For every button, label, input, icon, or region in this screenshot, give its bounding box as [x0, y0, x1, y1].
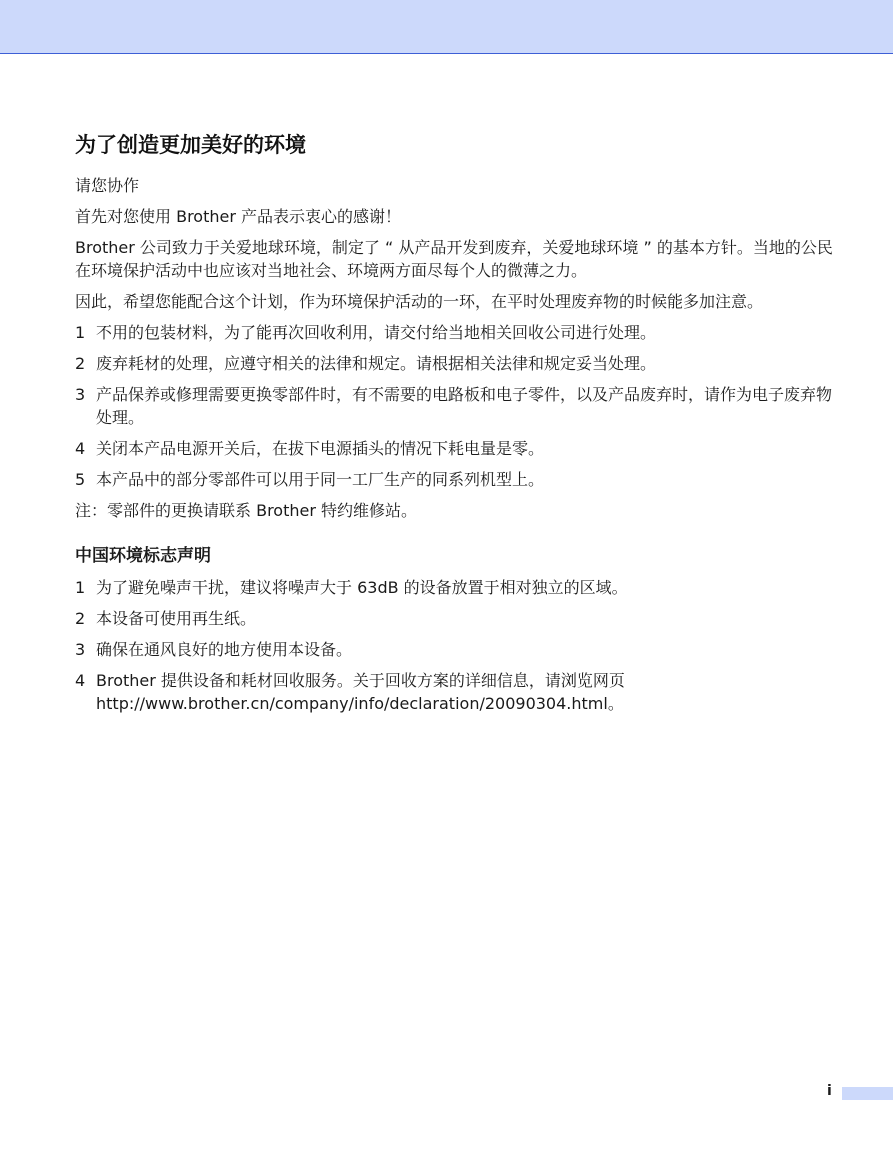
intro-text: 请您协作	[75, 176, 140, 195]
list-item	[75, 352, 845, 375]
request-text: 因此，希望您能配合这个计划，作为环境保护活动的一环，在平时处理废弃物的时候能多加注意。	[75, 292, 764, 311]
list-item-number: 2	[75, 609, 86, 628]
eco-label-section	[75, 544, 845, 715]
list-item-text: 不用的包装材料，为了能再次回收利用，请交付给当地相关回收公司进行处理。	[96, 323, 657, 342]
list-item	[75, 321, 845, 344]
thanks-text: 首先对您使用 Brother 产品表示衷心的感谢！	[75, 207, 402, 226]
list-item-text-group	[96, 669, 845, 715]
list-item	[75, 437, 845, 460]
page-content	[75, 130, 845, 723]
declaration-link[interactable]: http://www.brother.cn/company/info/declaration/20090304.html	[96, 694, 608, 713]
note-text: 注：零部件的更换请联系 Brother 特约维修站。	[75, 501, 418, 520]
list-item-text: 为了避免噪声干扰，建议将噪声大于 63dB 的设备放置于相对独立的区域。	[96, 578, 628, 597]
page-tab-marker	[842, 1087, 893, 1100]
list-item-text: 废弃耗材的处理，应遵守相关的法律和规定。请根据相关法律和规定妥当处理。	[96, 354, 657, 373]
list-item-number: 4	[75, 439, 86, 458]
list-item-number: 1	[75, 578, 86, 597]
list-item-text: 本设备可使用再生纸。	[96, 609, 257, 628]
list-item	[75, 607, 845, 630]
link-suffix: 。	[607, 694, 624, 713]
list-item-text: 确保在通风良好的地方使用本设备。	[96, 640, 353, 659]
list-item-number: 2	[75, 354, 86, 373]
list-item	[75, 576, 845, 599]
header-band	[0, 0, 893, 54]
list-item-number: 5	[75, 470, 86, 489]
list-item	[75, 669, 845, 715]
list-item-text: Brother 提供设备和耗材回收服务。关于回收方案的详细信息，请浏览网页	[96, 671, 625, 690]
list-item-number: 3	[75, 640, 86, 659]
list-item-text: 关闭本产品电源开关后，在拔下电源插头的情况下耗电量是零。	[96, 439, 545, 458]
page-title: 为了创造更加美好的环境	[75, 133, 306, 157]
list-item-text: 产品保养或修理需要更换零部件时，有不需要的电路板和电子零件，以及产品废弃时，请作为电子废弃物处理。	[96, 385, 833, 427]
list-item	[75, 638, 845, 661]
policy-text: Brother 公司致力于关爱地球环境，制定了 “ 从产品开发到废弃，关爱地球环境 ” 的基本方针。当地的公民在环境保护活动中也应该对当地社会、环境两方面尽每个人的微薄之力。	[75, 238, 833, 280]
section-title: 中国环境标志声明	[75, 546, 211, 566]
list-item-number: 1	[75, 323, 86, 342]
tips-list	[75, 321, 845, 491]
list-item-number: 3	[75, 385, 86, 404]
eco-list	[75, 576, 845, 715]
list-item-text: 本产品中的部分零部件可以用于同一工厂生产的同系列机型上。	[96, 470, 545, 489]
list-item-number: 4	[75, 671, 86, 690]
list-item	[75, 383, 845, 429]
page-number: i	[827, 1083, 832, 1099]
list-item	[75, 468, 845, 491]
